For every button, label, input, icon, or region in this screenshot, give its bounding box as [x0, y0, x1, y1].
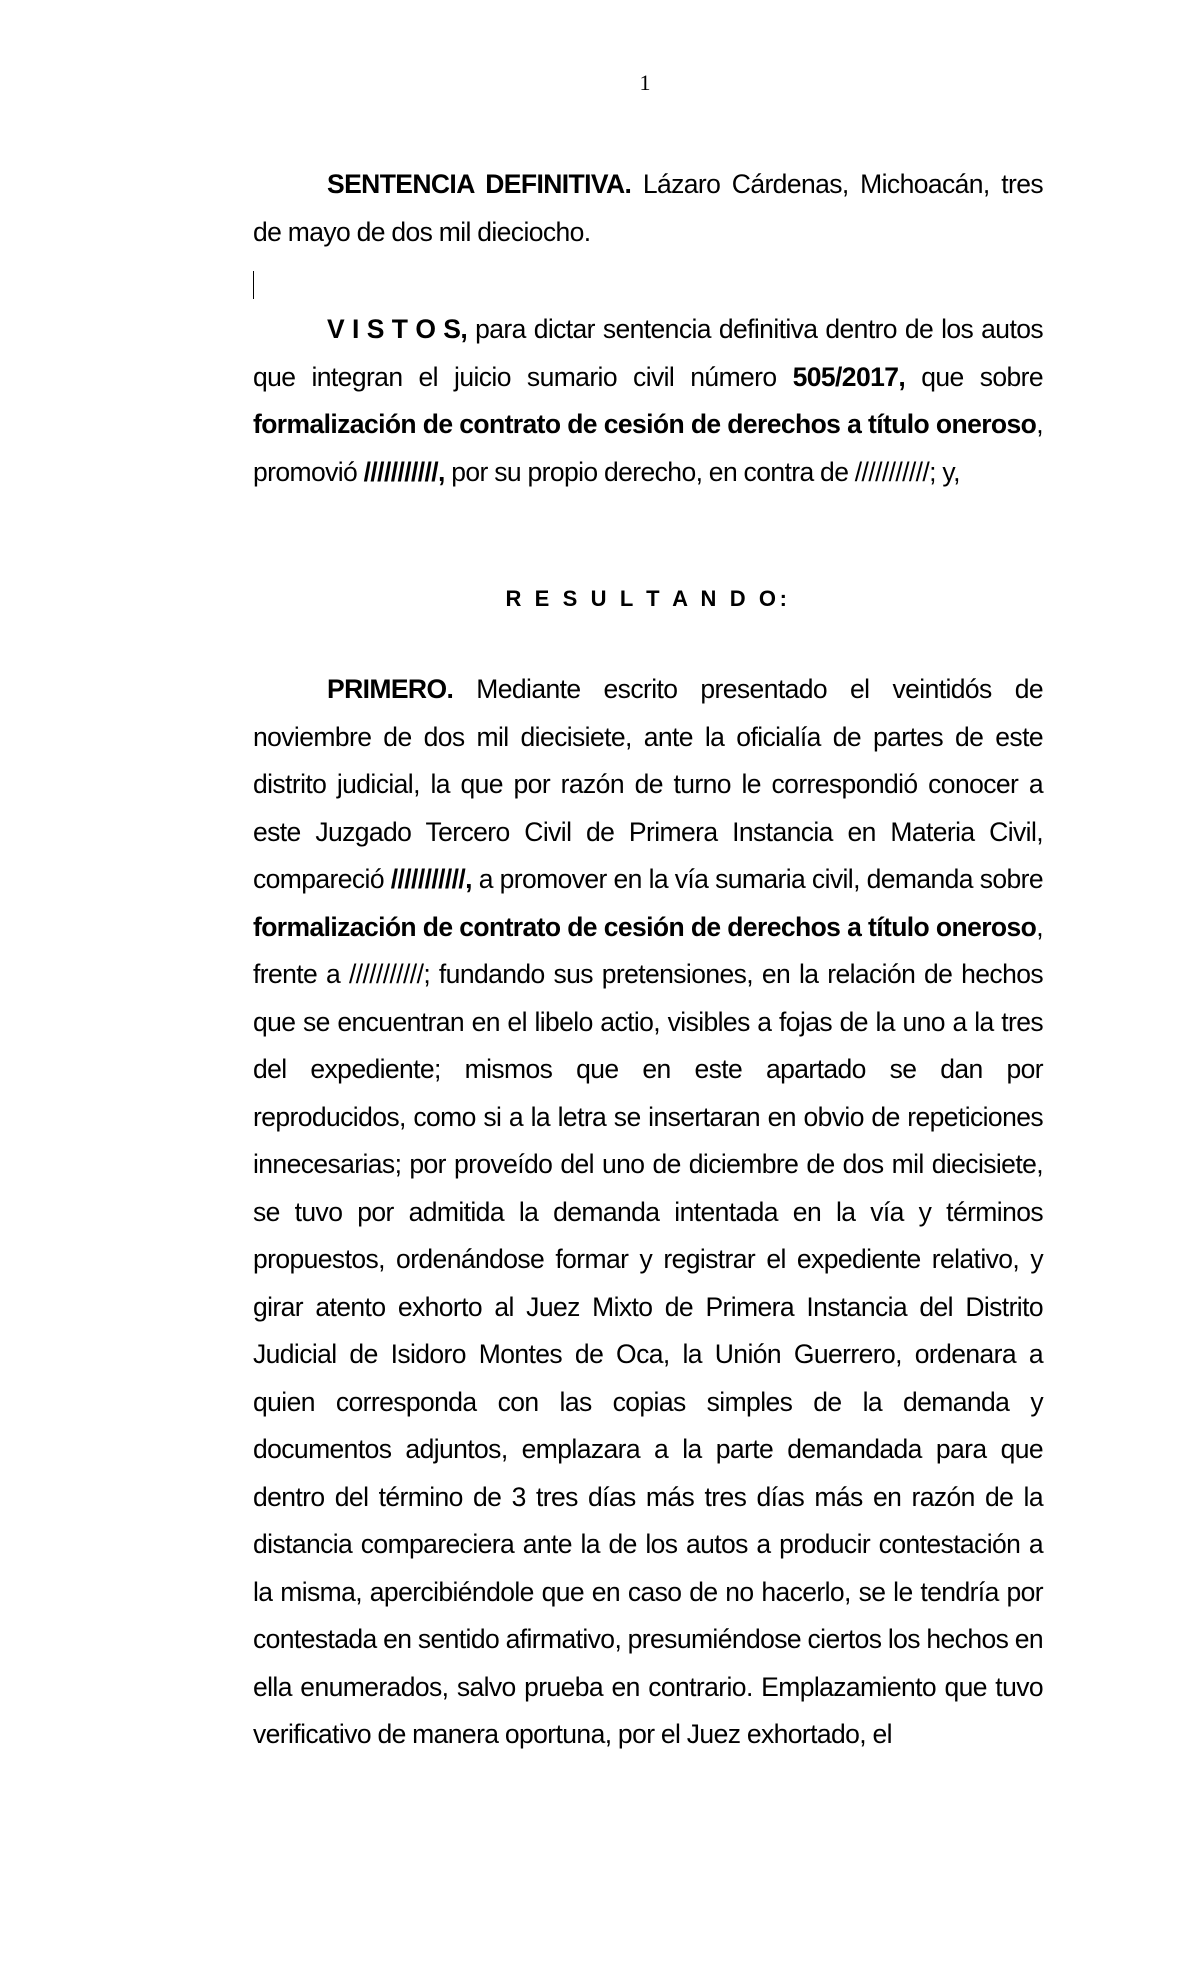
vistos-text-1: para dictar sentencia definitiva dentro de los autos que integran el juicio sumario civil número — [253, 314, 1043, 392]
vistos-text-3: , promovió — [253, 409, 1043, 487]
text-cursor-mark — [253, 271, 254, 299]
vistos-text-4: por su propio derecho, en contra de ///////////; y, — [444, 456, 960, 487]
primero-promoter: ///////////, — [390, 864, 472, 894]
primero-text-2: a promover en la vía sumaria civil, demanda sobre — [471, 864, 1043, 894]
vistos-text-2: que sobre — [905, 361, 1043, 392]
vistos-subject: formalización de contrato de cesión de derechos a título oneroso — [253, 409, 1037, 439]
intro-lead: SENTENCIA DEFINITIVA. — [327, 169, 632, 199]
intro-paragraph — [253, 161, 1043, 256]
primero-text-3: , frente a ///////////; fundando sus pretensiones, en la relación de hechos que se encuentran en el libelo actio, visibles a fojas de la uno a la tres del expediente; mismos que en este apartado se dan por reproducidos, como si a la letra se insertaran en obvio de repeticiones innecesarias; por proveído del uno de diciembre de dos mil diecisiete, se tuvo por admitida la demanda intentada en la vía y términos propuestos, ordenándose formar y registrar el expediente relativo, y girar atento exhorto al Juez Mixto de Primera Instancia del Distrito Judicial de Isidoro Montes de Oca, la Unión Guerrero, ordenara a quien corresponda con las copias simples de la demanda y documentos adjuntos, emplazara a la parte demandada para que dentro del término de 3 tres días más tres días más en razón de la distancia compareciera ante la de los autos a producir contestación a la misma, apercibiéndole que en caso de no hacerlo, se le tendría por contestada en sentido afirmativo, presumiéndose ciertos los hechos en ella enumerados, salvo prueba en contrario. Emplazamiento que tuvo verificativo de manera oportuna, por el Juez exhortado, el — [253, 911, 1043, 1749]
page-number: 1 — [639, 70, 651, 95]
intro-text: Lázaro Cárdenas, Michoacán, tres de mayo de dos mil dieciocho. — [253, 169, 1043, 247]
case-number: 505/2017, — [792, 361, 906, 392]
vistos-promoter: ///////////, — [363, 456, 445, 487]
vistos-lead: V I S T O S, — [327, 314, 468, 344]
resultando-heading: R E S U L T A N D O: — [505, 586, 791, 611]
primero-subject: formalización de contrato de cesión de derechos a título oneroso — [253, 911, 1037, 942]
primero-text-1: Mediante escrito presentado el veintidós de noviembre de dos mil diecisiete, ante la oficialía de partes de este distrito judicial, la que por razón de turno le correspondió conocer a este Juzgado Tercero Civil de Primera Instancia en Materia Civil, compareció — [253, 674, 1043, 894]
primero-paragraph — [253, 666, 1043, 1759]
primero-lead: PRIMERO. — [327, 674, 454, 704]
vistos-paragraph — [253, 306, 1043, 496]
